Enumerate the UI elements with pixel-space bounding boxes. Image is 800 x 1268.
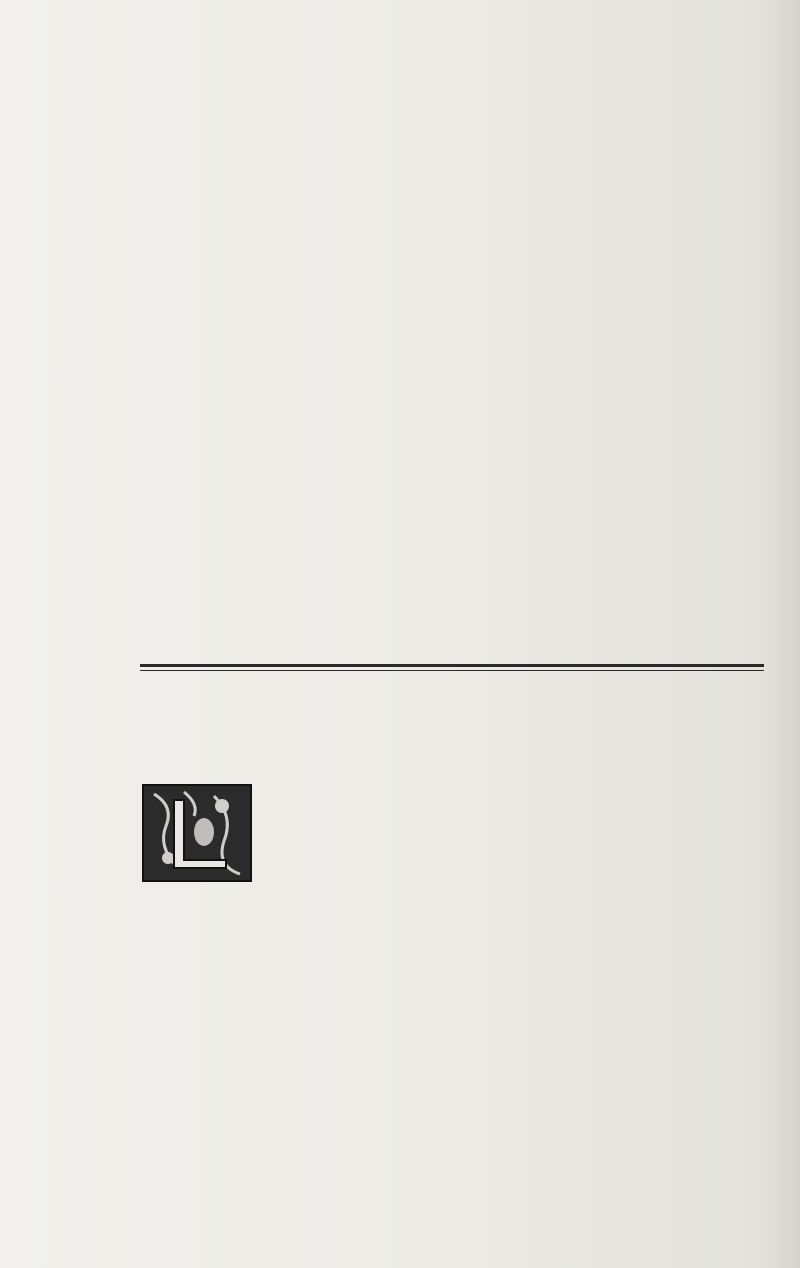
page-edge-shadow [758, 0, 800, 1268]
decorated-initial-L [142, 784, 252, 882]
page-header [130, 4, 770, 44]
section-divider-rule-thin [140, 670, 764, 671]
section-divider-rule [140, 664, 764, 667]
